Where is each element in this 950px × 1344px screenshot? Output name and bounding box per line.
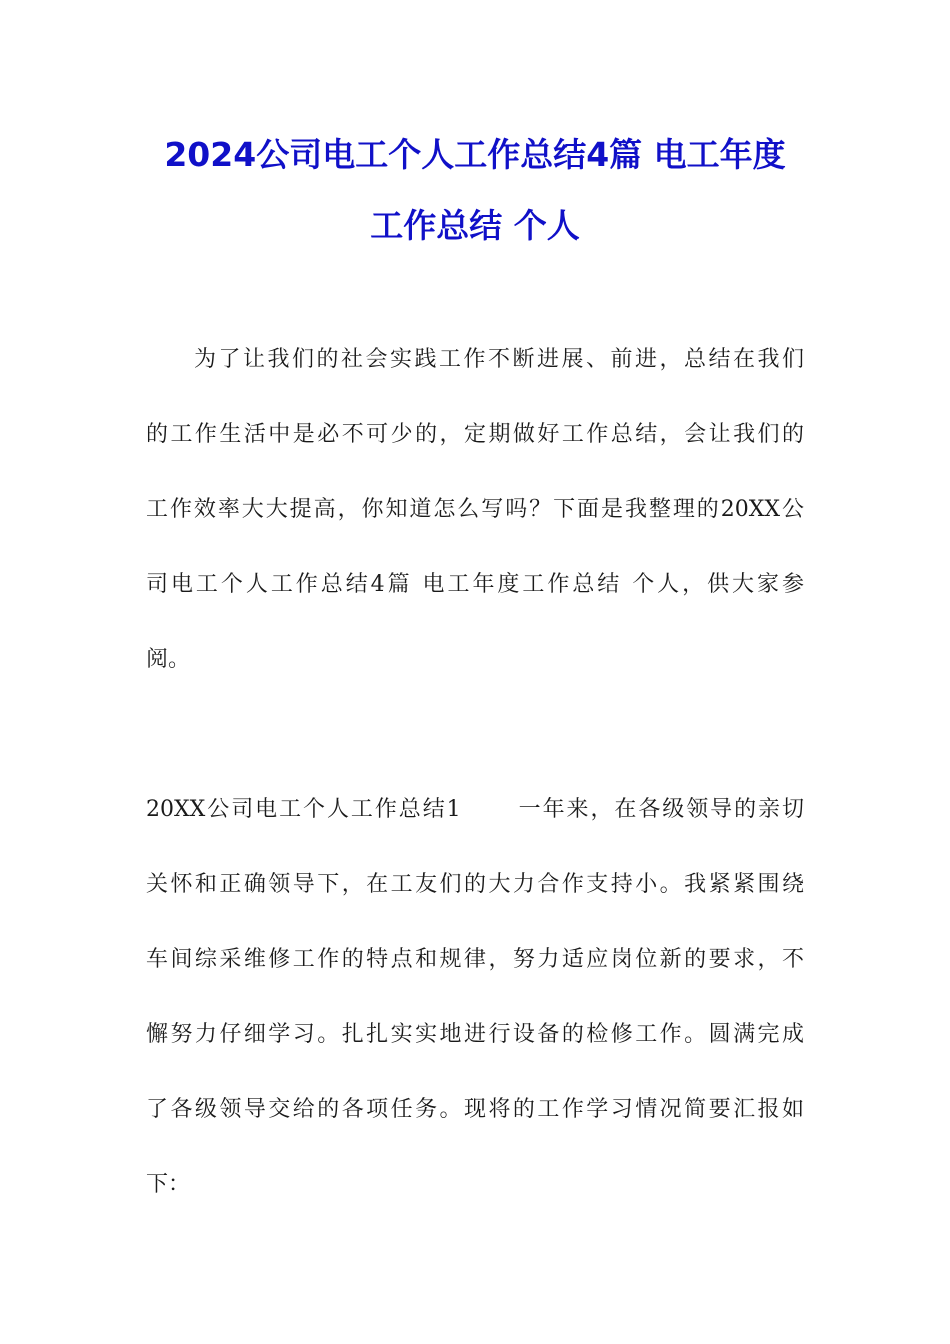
intro-line-4: 司电工个人工作总结4篇 电工年度工作总结 个人，供大家参 xyxy=(146,572,804,597)
document-title-line-1: 2024公司电工个人工作总结4篇 电工年度 xyxy=(164,135,786,174)
document-title-line-2: 工作总结 个人 xyxy=(370,206,580,245)
section1-first-line-text: 一年来，在各级领导的亲切 xyxy=(516,797,804,822)
intro-line-2: 的工作生活中是必不可少的，定期做好工作总结，会让我们的 xyxy=(146,422,804,447)
section1-line-2: 关怀和正确领导下，在工友们的大力合作支持小。我紧紧围绕 xyxy=(146,872,804,897)
intro-line-3: 工作效率大大提高，你知道怎么写吗？下面是我整理的20XX公 xyxy=(146,497,804,522)
intro-line-1: 为了让我们的社会实践工作不断进展、前进，总结在我们 xyxy=(194,347,804,372)
section1-line-4: 懈努力仔细学习。扎扎实实地进行设备的检修工作。圆满完成 xyxy=(146,1022,804,1047)
section1-line-6: 下： xyxy=(146,1172,191,1197)
section1-line-5: 了各级领导交给的各项任务。现将的工作学习情况简要汇报如 xyxy=(146,1097,804,1122)
section1-first-line xyxy=(146,799,804,821)
section1-heading: 20XX公司电工个人工作总结1 xyxy=(146,797,461,822)
intro-line-5: 阅。 xyxy=(146,647,191,672)
section1-line-3: 车间综采维修工作的特点和规律，努力适应岗位新的要求，不 xyxy=(146,947,804,972)
